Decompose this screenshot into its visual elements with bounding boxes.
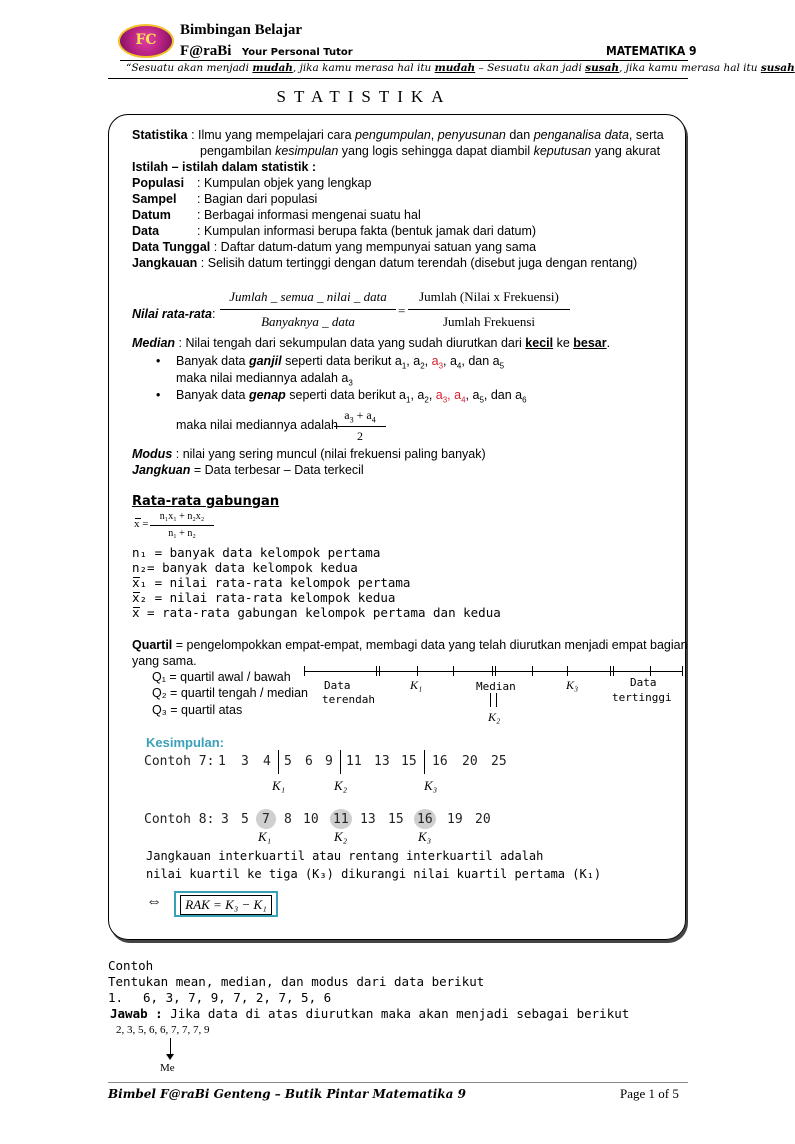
me-label: Me (160, 1062, 175, 1074)
c7-value: 1 (218, 754, 226, 769)
gabungan-x-bar (133, 607, 140, 608)
gabungan-n2: n₂= banyak data kelompok kedua (132, 560, 358, 575)
gabungan-den: n₁ + n₂ (168, 528, 196, 539)
me-arrow-head (166, 1054, 174, 1060)
c8-k3: K₃ (418, 829, 432, 844)
diag-data-low: Data (324, 679, 351, 692)
term-sampel: Sampel (132, 192, 177, 206)
diag-k2: K₂ (488, 710, 501, 724)
jangkauan-interkuartil-l1: Jangkauan interkuartil atau rentang interkuartil adalah (146, 849, 544, 863)
c8-value: 11 (333, 812, 349, 827)
quartil-q1: Q₁ = quartil awal / bawah (152, 670, 291, 684)
term-data: Data (132, 224, 160, 238)
rak-formula: RAK = K₃ − K₁ (180, 895, 272, 915)
median-frac-line (334, 426, 386, 427)
contoh7-label: Contoh 7: (144, 754, 215, 769)
mean-den-1: Banyaknya _ data (261, 314, 355, 329)
c7-k1: K₁ (272, 778, 286, 793)
c8-k2: K₂ (334, 829, 348, 844)
c7-divider-k1 (278, 750, 279, 774)
desc-data: : Kumpulan informasi berupa fakta (bentuk jamak dari datum) (197, 224, 537, 238)
c8-value: 19 (447, 812, 463, 827)
istilah-heading: Istilah – istilah dalam statistik : (132, 160, 317, 174)
median-bar-right (496, 693, 497, 707)
gabungan-x: x = rata-rata gabungan kelompok pertama dan kedua (132, 605, 501, 620)
c8-value: 5 (241, 812, 249, 827)
gabungan-frac-line (150, 525, 214, 526)
c7-k2: K₂ (334, 778, 348, 793)
def-jangkuan: Jangkuan = Data terbesar – Data terkecil (132, 463, 364, 477)
org-name: Bimbingan Belajar (180, 22, 303, 38)
page-title: STATISTIKA (276, 87, 452, 106)
term-datum: Datum (132, 208, 171, 222)
gabungan-x2: x₂ = nilai rata-rata kelompok kedua (132, 590, 396, 605)
diag-terendah: terendah (322, 693, 375, 706)
median-frac-den: 2 (357, 429, 363, 443)
c7-value: 5 (284, 754, 292, 769)
c7-value: 15 (401, 754, 417, 769)
footer-left: Bimbel F@raBi Genteng – Butik Pintar Matematika 9 (108, 1087, 466, 1101)
header-rule-top (120, 60, 688, 61)
median-bar-left (490, 693, 491, 707)
c7-value: 16 (432, 754, 448, 769)
equivalence-arrow: ⇔ (146, 893, 162, 910)
subject-label: MATEMATIKA 9 (606, 44, 697, 58)
brand (180, 42, 353, 60)
c7-value: 4 (263, 754, 271, 769)
def-median: Median : Nilai tengah dari sekumpulan data yang sudah diurutkan dari kecil ke besar. (132, 336, 611, 350)
def-statistika-line1: Statistika : Ilmu yang mempelajari cara pengumpulan, penyusunan dan penganalisa data, serta (132, 128, 664, 142)
jangkauan-interkuartil-l2: nilai kuartil ke tiga (K₃) dikurangi nilai kuartil pertama (K₁) (146, 867, 602, 881)
bullet-2: • (156, 388, 161, 402)
c7-value: 11 (346, 754, 362, 769)
contoh-item-data: 6, 3, 7, 9, 7, 2, 7, 5, 6 (143, 990, 332, 1005)
c7-k3: K₃ (424, 778, 438, 793)
c7-value: 25 (491, 754, 507, 769)
gabungan-lhs: x = (134, 518, 149, 530)
desc-populasi: : Kumpulan objek yang lengkap (197, 176, 372, 190)
median-ganjil-line2: maka nilai mediannya adalah $a_3$ (176, 371, 353, 388)
diag-k3: K₃ (566, 678, 579, 692)
tick (532, 666, 533, 676)
c8-value: 16 (417, 812, 433, 827)
c7-value: 3 (241, 754, 249, 769)
quartil-q3: Q₃ = quartil atas (152, 703, 243, 717)
tick (376, 666, 377, 676)
c8-value: 20 (475, 812, 491, 827)
tick (610, 666, 611, 676)
c8-value: 15 (388, 812, 404, 827)
c8-k1: K₁ (258, 829, 272, 844)
median-genap-line1: Banyak data genap seperti data berikut $a_1$, $a_2$, $a_3$, $a_4$, $a_5$, dan $a_6$ (176, 388, 527, 405)
logo (118, 24, 174, 58)
bullet-1: • (156, 354, 161, 368)
tick (492, 666, 493, 676)
footer-rule (108, 1082, 688, 1083)
tick (417, 666, 418, 676)
logo-text: FC (135, 32, 157, 48)
quartil-q2: Q₂ = quartil tengah / median (152, 686, 308, 700)
median-ganjil-line1: Banyak data ganjil seperti data berikut $a_1$, $a_2$, $a_3$, $a_4$, dan $a_5$ (176, 354, 505, 371)
sorted-data: 2, 3, 5, 6, 6, 7, 7, 7, 9 (116, 1024, 210, 1036)
kesimpulan-label: Kesimpulan: (146, 735, 225, 750)
gabungan-xbar (135, 518, 141, 519)
def-jangkauan: Jangkauan : Selisih datum tertinggi dengan datum terendah (disebut juga dengan rentang) (132, 256, 638, 270)
c7-value: 20 (462, 754, 478, 769)
diag-median: Median (476, 680, 516, 693)
contoh-instruction: Tentukan mean, median, dan modus dari data berikut (108, 974, 485, 989)
tick (613, 666, 614, 676)
gabungan-heading: Rata-rata gabungan (132, 494, 280, 509)
desc-sampel: : Bagian dari populasi (197, 192, 318, 206)
median-frac-num: $a_3 + a_4$ (344, 408, 376, 425)
diag-k1: K₁ (410, 678, 423, 692)
mean-colon: : (212, 307, 216, 321)
mean-frac-line-1 (220, 309, 396, 310)
quartil-diagram-line (304, 671, 682, 672)
brand-name: F@raBi (180, 43, 232, 59)
contoh8-label: Contoh 8: (144, 812, 215, 827)
tick (453, 666, 454, 676)
contoh-heading: Contoh (108, 958, 154, 973)
mean-num-2: Jumlah (Nilai x Frekuensi) (419, 289, 559, 304)
gabungan-x1-bar (133, 577, 140, 578)
c7-value: 9 (325, 754, 333, 769)
contoh-item-no: 1. (108, 990, 124, 1005)
gabungan-n1: n₁ = banyak data kelompok pertama (132, 545, 381, 560)
diag-tertinggi: tertinggi (612, 691, 672, 704)
tick (495, 666, 496, 676)
rak-box (174, 891, 278, 917)
c8-value: 13 (360, 812, 376, 827)
c7-value: 13 (374, 754, 390, 769)
desc-datum: : Berbagai informasi mengenai suatu hal (197, 208, 421, 222)
c8-value: 10 (303, 812, 319, 827)
c8-value: 7 (262, 812, 270, 827)
gabungan-x1: x₁ = nilai rata-rata kelompok pertama (132, 575, 411, 590)
tagline: “Sesuatu akan menjadi mudah, jika kamu merasa hal itu mudah – Sesuatu akan jadi susah, jika kamu merasa hal itu susah (126, 62, 795, 74)
header-rule (108, 78, 688, 79)
term-populasi: Populasi (132, 176, 185, 190)
c7-value: 6 (305, 754, 313, 769)
mean-equals: = (398, 303, 406, 318)
jawab-line: Jawab : Jika data di atas diurutkan maka akan menjadi sebagai berikut (110, 1006, 630, 1021)
mean-label: Nilai rata-rata (132, 307, 212, 321)
c7-divider-k2 (340, 750, 341, 774)
tick (682, 666, 683, 676)
c7-divider-k3 (424, 750, 425, 774)
tick (304, 666, 305, 676)
def-quartil-line1: Quartil = pengelompokkan empat-empat, membagi data yang telah diurutkan menjadi empat bagian (132, 638, 688, 652)
mean-den-2: Jumlah Frekuensi (442, 314, 536, 329)
def-statistika-line2: pengambilan kesimpulan yang logis sehingga dapat diambil keputusan yang akurat (200, 144, 661, 158)
def-modus: Modus : nilai yang sering muncul (nilai frekuensi paling banyak) (132, 447, 486, 461)
median-genap-line2: maka nilai mediannya adalah (176, 418, 338, 432)
brand-sub: Your Personal Tutor (241, 47, 353, 58)
c8-value: 3 (221, 812, 229, 827)
footer-page: Page 1 of 5 (620, 1086, 679, 1101)
c8-value: 8 (284, 812, 292, 827)
tick (379, 666, 380, 676)
def-quartil-line2: yang sama. (132, 654, 197, 668)
mean-frac-line-2 (408, 309, 570, 310)
diag-data-high: Data (630, 676, 657, 689)
tick (650, 666, 651, 676)
mean-num-1: Jumlah _ semua _ nilai _ data (229, 289, 387, 304)
gabungan-x2-bar (133, 592, 140, 593)
tick (567, 666, 568, 676)
gabungan-num: n₁x₁ + n₂x₂ (159, 511, 205, 522)
def-data-tunggal: Data Tunggal : Daftar datum-datum yang mempunyai satuan yang sama (132, 240, 537, 254)
